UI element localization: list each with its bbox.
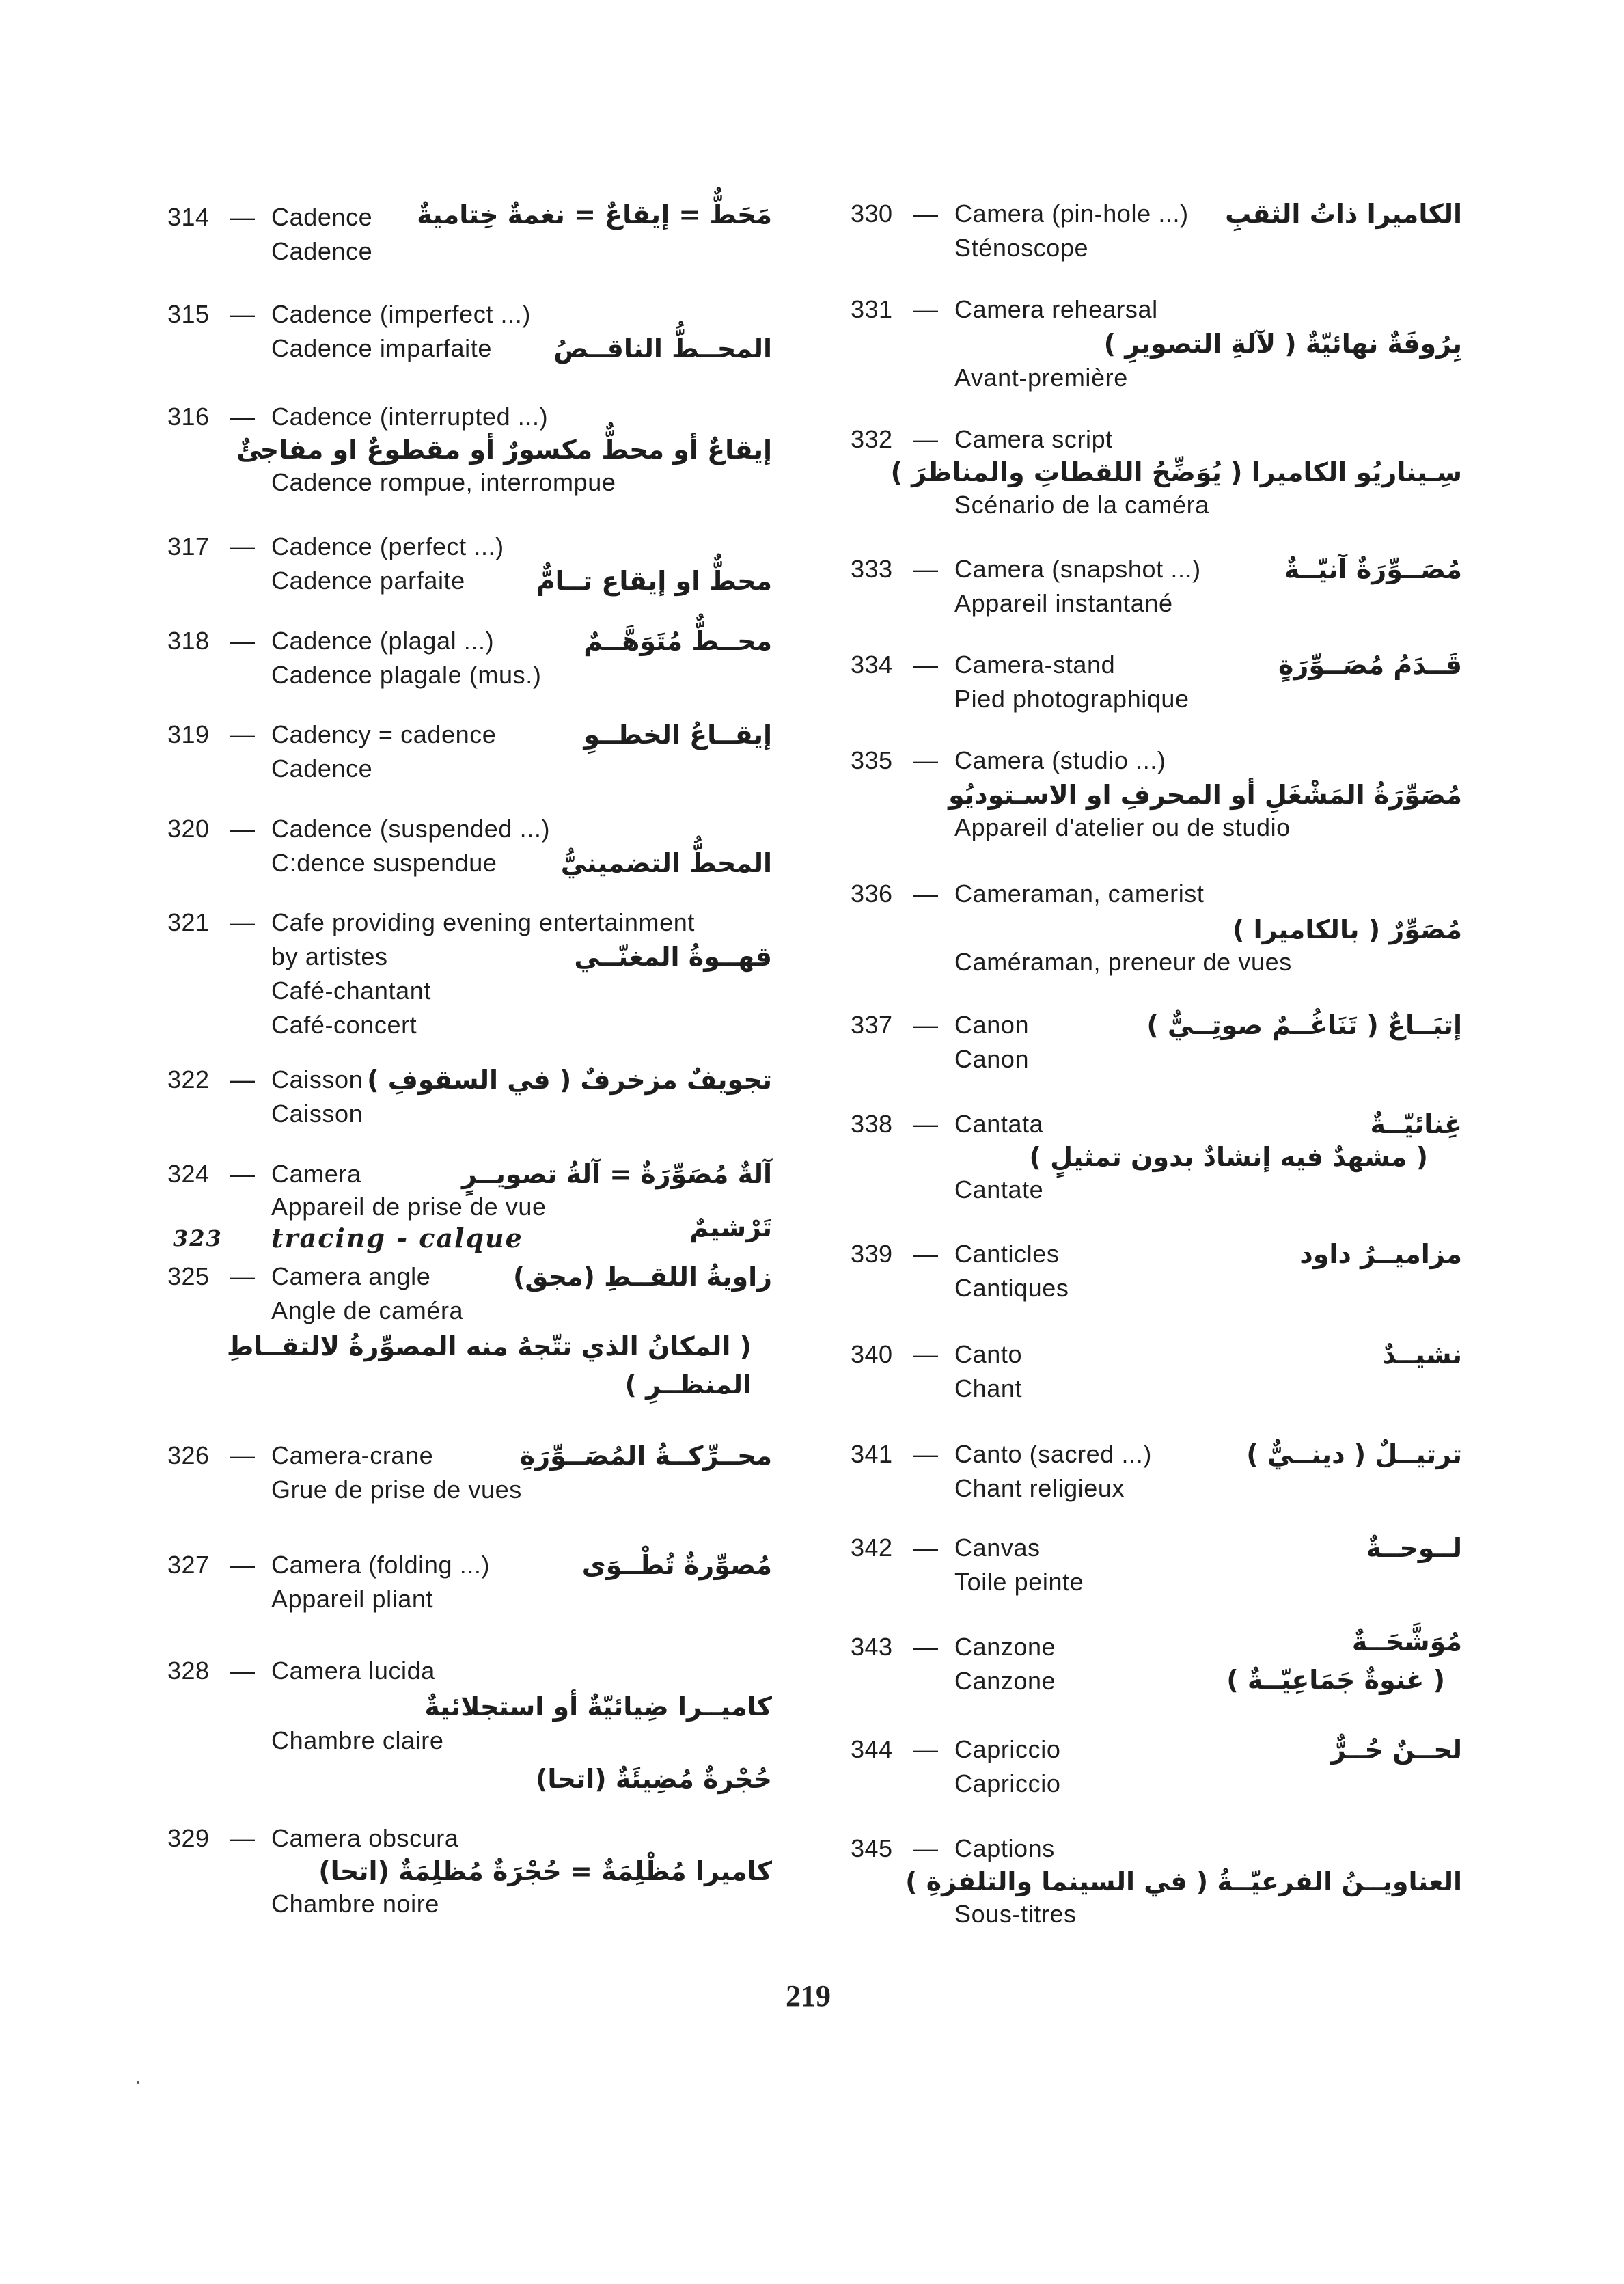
dash: — [230, 627, 255, 655]
entry-number: 326 [167, 1441, 210, 1469]
arabic-term: محــرِّكــةُ المُصَــوِّرَةِ [519, 1441, 772, 1471]
french-term: C:dence suspendue [271, 849, 497, 877]
entry-number: 317 [167, 532, 210, 560]
entry-336 [851, 877, 1462, 979]
french-term: Capriccio [954, 1769, 1061, 1797]
english-term: Capriccio [954, 1735, 1061, 1763]
entry-number: 328 [167, 1657, 210, 1685]
english-term: Cadence (perfect ...) [271, 532, 504, 560]
dash: — [230, 908, 255, 936]
dash: — [913, 555, 938, 583]
english-term: Camera rehearsal [954, 295, 1158, 323]
entry-319 [167, 718, 772, 786]
english-term: Cameraman, camerist [954, 880, 1205, 908]
entry-330 [851, 197, 1462, 265]
arabic-term: محــطٌّ مُتَوَهَّــمٌ [583, 626, 772, 656]
entry-number: 335 [851, 746, 893, 774]
arabic-term: ترتيــلٌ ( دينــيٌّ ) [1246, 1439, 1462, 1469]
entry-345 [851, 1832, 1462, 1934]
dash: — [230, 532, 255, 560]
french-term: Cadence [271, 237, 373, 265]
entry-number: 315 [167, 300, 210, 328]
arabic-term: إيقاعٌ أو محطٌّ مكسورٌ أو مقطوعٌ او مفاجئٌ [236, 435, 772, 465]
french-term: Cadence [271, 754, 373, 783]
entry-number: 336 [851, 880, 893, 908]
entry-number: 325 [167, 1262, 210, 1290]
french-term: Sténoscope [954, 234, 1089, 262]
entry-number: 331 [851, 295, 893, 323]
entry-335 [851, 744, 1462, 846]
entry-326 [167, 1439, 772, 1507]
arabic-term: نشيــدٌ [1382, 1340, 1462, 1370]
entry-317 [167, 530, 772, 598]
entry-number: 343 [851, 1633, 893, 1661]
english-term: Canticles [954, 1240, 1060, 1268]
arabic-term: تجويفٌ مزخرفٌ ( في السقوفِ ) [367, 1065, 772, 1095]
french-term: Pied photographique [954, 685, 1189, 713]
arabic-term: مُصَوِّرَةُ المَشْغَلِ أو المحرفِ او الاسـتوديُو [948, 780, 1462, 810]
english-term-continued: by artistes [271, 942, 388, 970]
dash: — [230, 203, 255, 231]
dash: — [230, 1262, 255, 1290]
dash: — [913, 1011, 938, 1039]
entry-number: 327 [167, 1551, 210, 1579]
arabic-term: إيقــاعُ الخطــوِ [583, 720, 772, 750]
french-term: Scénario de la caméra [954, 491, 1209, 519]
dash: — [913, 1440, 938, 1468]
entry-327 [167, 1548, 772, 1616]
french-term: Cantate [954, 1175, 1044, 1204]
arabic-term: بِرُوفَةٌ نهائيّةٌ ( لآلةِ التصويرِ ) [1103, 329, 1462, 359]
dash: — [913, 746, 938, 774]
french-term: Avant-première [954, 364, 1128, 392]
entry-338 [851, 1107, 1462, 1210]
entry-340 [851, 1337, 1462, 1406]
entry-number: 316 [167, 403, 210, 431]
entry-number: 334 [851, 651, 893, 679]
arabic-term: لــوحــةٌ [1366, 1533, 1462, 1563]
dash: — [913, 295, 938, 323]
entry-332 [851, 422, 1462, 525]
arabic-term: مُصَوِّرٌ ( بالكاميرا ) [1233, 914, 1462, 944]
entry-344 [851, 1732, 1462, 1801]
english-term: Cadence [271, 203, 373, 231]
entry-329 [167, 1821, 772, 1924]
scan-speck [137, 2081, 139, 2084]
dash: — [913, 1534, 938, 1562]
entry-331 [851, 293, 1462, 395]
english-term: Canvas [954, 1534, 1041, 1562]
arabic-term: سِـيناريُو الكاميرا ( يُوَضِّحُ اللقطاتِ والمناظرَ ) [890, 457, 1462, 487]
english-term: Camera [271, 1160, 361, 1188]
arabic-term: زاويةُ اللقــطِ (مجق) [512, 1262, 772, 1292]
dash: — [230, 1657, 255, 1685]
entry-342 [851, 1531, 1462, 1599]
entry-number: 338 [851, 1110, 893, 1138]
arabic-term: كاميــرا ضِيائيّةٌ أو استجلائيةٌ [424, 1691, 772, 1722]
entry-number: 323 [173, 1225, 223, 1251]
arabic-term: مزاميــرُ داود [1299, 1239, 1462, 1269]
english-term: Camera (studio ...) [954, 746, 1166, 774]
handwritten-annotation: tracing - calque [271, 1223, 523, 1253]
french-term: Appareil de prise de vue [271, 1193, 547, 1221]
dash: — [230, 1551, 255, 1579]
entry-number: 340 [851, 1340, 893, 1368]
french-term: Cadence imparfaite [271, 334, 492, 362]
french-term: Canzone [954, 1667, 1056, 1695]
dash: — [913, 1110, 938, 1138]
entry-number: 342 [851, 1534, 893, 1562]
entry-322 [167, 1063, 772, 1131]
arabic-term: المحــطُّ الناقــصُ [553, 334, 772, 364]
entry-314 [167, 200, 772, 269]
entry-number: 321 [167, 908, 210, 936]
english-term: Cadence (imperfect ...) [271, 300, 531, 328]
french-term: Cadence plagale (mus.) [271, 661, 542, 689]
french-term: Chambre claire [271, 1726, 444, 1754]
entry-number: 322 [167, 1065, 210, 1093]
entry-number: 314 [167, 203, 210, 231]
arabic-term: محطٌّ او إيقاع تــامٌّ [536, 566, 772, 596]
dash: — [913, 1240, 938, 1268]
arabic-term: إتبَــاعٌ ( تَنَاغُــمٌ صوتِــيٌّ ) [1146, 1010, 1462, 1040]
entry-321 [167, 906, 772, 1042]
entry-334 [851, 648, 1462, 716]
entry-324 [167, 1157, 772, 1225]
arabic-definition-continued: المنظــرِ ) [624, 1370, 752, 1400]
french-term: Chant [954, 1374, 1023, 1402]
french-term: Angle de caméra [271, 1296, 464, 1324]
english-term: Cadence (suspended ...) [271, 815, 551, 843]
arabic-definition: ( المكانُ الذي تتّجهُ منه المصوِّرةُ لالتقــاطِ [226, 1331, 752, 1361]
entry-320 [167, 812, 772, 880]
arabic-definition: ( مشهدٌ فيه إنشادٌ بدون تمثيلٍ ) [1029, 1142, 1428, 1172]
entry-315 [167, 297, 772, 366]
dash: — [230, 1824, 255, 1852]
english-term: Captions [954, 1834, 1055, 1862]
english-term: Cadency = cadence [271, 720, 497, 748]
entry-316 [167, 400, 772, 502]
entry-number: 344 [851, 1735, 893, 1763]
french-term: Chambre noire [271, 1890, 439, 1918]
entry-number: 324 [167, 1160, 210, 1188]
french-term: Canon [954, 1045, 1030, 1073]
english-term: Cafe providing evening entertainment [271, 908, 695, 936]
french-term: Cantiques [954, 1274, 1069, 1302]
french-term: Caisson [271, 1100, 363, 1128]
english-term: Camera (pin-hole ...) [954, 200, 1189, 228]
french-term-alt: Café-concert [271, 1011, 417, 1039]
english-term: Canon [954, 1011, 1030, 1039]
entry-number: 330 [851, 200, 893, 228]
entry-number: 345 [851, 1834, 893, 1862]
french-term: Café-chantant [271, 977, 431, 1005]
entry-333 [851, 552, 1462, 621]
arabic-definition: ( غنوةٌ جَمَاعِيّــةٌ ) [1226, 1665, 1445, 1695]
dash: — [913, 425, 938, 453]
english-term: Camera script [954, 425, 1113, 453]
entry-323-handwritten [167, 1212, 772, 1255]
french-term: Appareil pliant [271, 1585, 434, 1613]
english-term: Camera-crane [271, 1441, 434, 1469]
dash: — [230, 720, 255, 748]
english-term: Camera lucida [271, 1657, 435, 1685]
entry-343 [851, 1627, 1462, 1698]
entry-number: 333 [851, 555, 893, 583]
french-term: Toile peinte [954, 1568, 1084, 1596]
dash: — [230, 1441, 255, 1469]
dash: — [230, 1065, 255, 1093]
arabic-term: غِنائيّــةٌ [1370, 1109, 1462, 1139]
arabic-term: مُصَــوِّرَةٌ آنيّــةٌ [1284, 554, 1462, 584]
dash: — [913, 651, 938, 679]
french-term: Chant religieux [954, 1474, 1125, 1502]
entry-number: 319 [167, 720, 210, 748]
french-term: Grue de prise de vues [271, 1476, 522, 1504]
arabic-term: قَــدَمُ مُصَــوِّرَةٍ [1278, 650, 1462, 680]
entry-339 [851, 1237, 1462, 1305]
arabic-term: كاميرا مُظْلِمَةٌ = حُجْرَةٌ مُظلِمَةٌ (اتحا) [318, 1856, 772, 1886]
dash: — [913, 880, 938, 908]
entry-number: 329 [167, 1824, 210, 1852]
french-term: Caméraman, preneur de vues [954, 948, 1292, 976]
english-term: Camera-stand [954, 651, 1116, 679]
english-term: Camera obscura [271, 1824, 459, 1852]
french-term: Cadence parfaite [271, 567, 465, 595]
dash: — [913, 1633, 938, 1661]
french-term: Sous-titres [954, 1900, 1077, 1928]
arabic-term: العناويــنُ الفرعيّــةُ ( في السينما والتلفزةِ ) [905, 1866, 1462, 1896]
entry-number: 339 [851, 1240, 893, 1268]
arabic-term: لحــنٌ حُــرٌّ [1330, 1735, 1462, 1765]
english-term: Canzone [954, 1633, 1056, 1661]
entry-number: 320 [167, 815, 210, 843]
dash: — [230, 300, 255, 328]
entry-325 [167, 1260, 772, 1410]
arabic-term: الكاميرا ذاتُ الثقبِ [1225, 199, 1462, 229]
entry-number: 332 [851, 425, 893, 453]
entry-number: 337 [851, 1011, 893, 1039]
entry-337 [851, 1008, 1462, 1076]
dash: — [230, 403, 255, 431]
arabic-term: قهــوةُ المغنّــي [574, 942, 772, 972]
entry-341 [851, 1437, 1462, 1506]
dash: — [913, 1834, 938, 1862]
arabic-term: آلةٌ مُصَوِّرَةٌ = آلةُ تصويــرٍ [462, 1159, 772, 1189]
english-term: Caisson [271, 1065, 363, 1093]
entry-318 [167, 624, 772, 692]
english-term: Canto [954, 1340, 1023, 1368]
page-number: 219 [786, 1979, 831, 2013]
arabic-term: مَحَطٌّ = إيقاعٌ = نغمةٌ خِتاميةٌ [417, 200, 772, 230]
english-term: Camera angle [271, 1262, 431, 1290]
arabic-term-alt: حُجْرةٌ مُضِيئَةٌ (اتحا) [535, 1764, 772, 1794]
entry-328 [167, 1654, 772, 1797]
english-term: Camera (folding ...) [271, 1551, 491, 1579]
dash: — [913, 1735, 938, 1763]
dash: — [230, 1160, 255, 1188]
french-term: Appareil instantané [954, 589, 1173, 617]
english-term: Cadence (plagal ...) [271, 627, 495, 655]
arabic-term: المحطُّ التضمينيُّ [560, 848, 772, 878]
dash: — [913, 1340, 938, 1368]
arabic-term: مُوَشَّحَــةٌ [1351, 1627, 1462, 1657]
french-term: Appareil d'atelier ou de studio [954, 813, 1291, 841]
french-term: Cadence rompue, interrompue [271, 468, 616, 496]
arabic-term: تَرْشيمٌ [689, 1212, 772, 1242]
entry-number: 318 [167, 627, 210, 655]
dash: — [230, 815, 255, 843]
english-term: Camera (snapshot ...) [954, 555, 1201, 583]
entry-number: 341 [851, 1440, 893, 1468]
arabic-term: مُصوِّرةٌ تُطْــوَى [581, 1550, 772, 1580]
english-term: Canto (sacred ...) [954, 1440, 1152, 1468]
english-term: Cantata [954, 1110, 1044, 1138]
english-term: Cadence (interrupted ...) [271, 403, 549, 431]
dash: — [913, 200, 938, 228]
